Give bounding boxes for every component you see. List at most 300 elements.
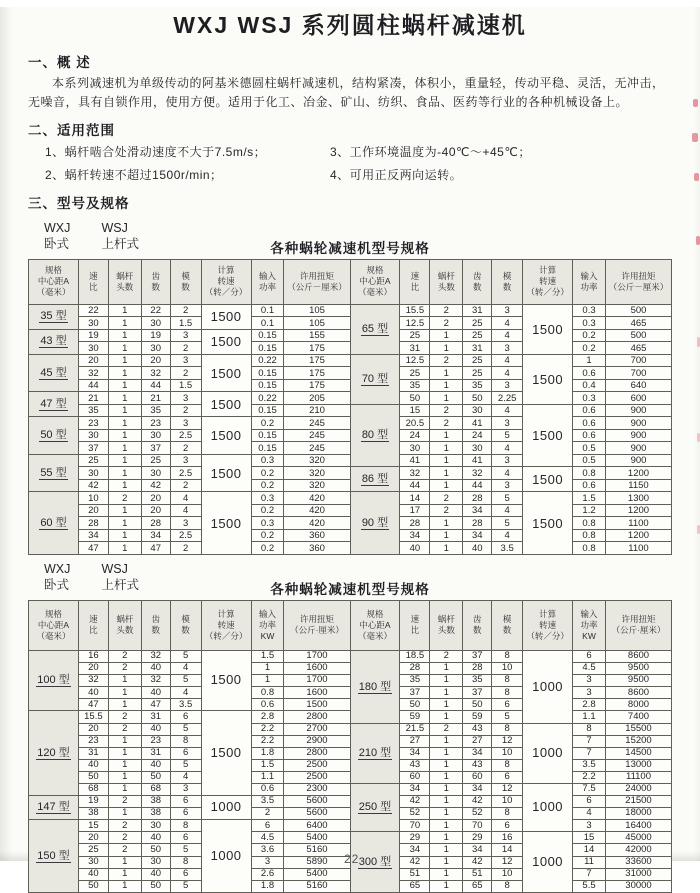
table-cell: 70 [463, 820, 492, 832]
model-cell: 80 型 [350, 404, 400, 467]
speed-cell: 1000 [523, 723, 573, 783]
table-cell: 17 [400, 504, 430, 517]
table-cell: 23 [141, 417, 170, 430]
table-cell: 3 [170, 417, 201, 430]
table-cell: 25 [78, 844, 108, 856]
table-cell: 0.15 [251, 379, 284, 392]
table-cell: 205 [284, 392, 350, 405]
table-cell: 10 [492, 868, 523, 880]
table-cell: 0.3 [573, 304, 606, 317]
table-cell: 30 [463, 404, 492, 417]
table-cell: 34 [400, 529, 430, 542]
table-cell: 16 [78, 650, 108, 662]
table-cell: 30 [141, 820, 170, 832]
table-cell: 2 [430, 492, 463, 505]
table-cell: 3.5 [573, 759, 606, 771]
spec-table-1-left-half [28, 259, 351, 555]
table-cell: 5 [492, 711, 523, 723]
table-cell: 2 [430, 417, 463, 430]
table-cell: 40 [78, 868, 108, 880]
table-cell: 1 [108, 784, 141, 796]
table-cell: 1100 [606, 542, 672, 555]
table-cell: 2 [430, 404, 463, 417]
speed-cell: 1500 [201, 711, 251, 796]
table-cell: 5.5 [573, 880, 606, 892]
table-cell: 1.5 [170, 317, 201, 330]
table-cell: 34 [463, 784, 492, 796]
table-cell: 0.2 [251, 542, 284, 555]
table-cell: 1 [430, 329, 463, 342]
table-cell: 2.5 [170, 529, 201, 542]
table-cell: 5400 [284, 868, 350, 880]
table-cell: 33600 [605, 856, 671, 868]
type-code-wsj-2: WSJ [101, 561, 128, 576]
table-cell: 3 [492, 417, 523, 430]
table-cell: 6 [170, 711, 201, 723]
table-cell: 20 [78, 354, 108, 367]
table-cell: 1 [108, 367, 141, 380]
table-cell: 4 [170, 771, 201, 783]
table-cell: 3 [170, 454, 201, 467]
table-cell: 51 [400, 868, 430, 880]
column-header: 许用扭矩 （公斤－厘米） [606, 259, 672, 304]
table-cell: 245 [284, 429, 350, 442]
table-cell: 20 [78, 504, 108, 517]
table-cell: 18000 [605, 808, 671, 820]
table-cell: 0.4 [573, 379, 606, 392]
table-cell: 8000 [605, 699, 671, 711]
table-cell: 4 [170, 492, 201, 505]
table-cell: 0.2 [251, 529, 284, 542]
table-cell: 1 [430, 379, 463, 392]
table-cell: 37 [141, 442, 170, 455]
table-cell: 8 [492, 808, 523, 820]
table-cell: 30 [141, 317, 170, 330]
table-cell: 2 [108, 796, 141, 808]
table-cell: 1 [251, 663, 284, 675]
model-cell: 180 型 [350, 650, 400, 723]
table-cell: 1 [430, 759, 463, 771]
table-cell: 600 [606, 392, 672, 405]
table-cell: 25 [400, 367, 430, 380]
column-header: 蜗杆 头数 [108, 600, 141, 650]
table-cell: 900 [606, 404, 672, 417]
table-cell: 1 [430, 832, 463, 844]
table-cell: 1 [573, 354, 606, 367]
table-cell: 34 [400, 747, 430, 759]
scope-list [28, 141, 672, 187]
table-cell: 6400 [284, 820, 350, 832]
overview-paragraph: 本系列减速机为单级传动的阿基米德圆柱蜗杆减速机，结构紧凑，体积小，重量轻，传动平稳、灵活，无冲击，无噪音，具有自锁作用，使用方便。适用于化工、冶金、矿山、纺织、食品、医药等行业的各种机械设备上。 [28, 76, 665, 110]
table-cell: 1 [430, 856, 463, 868]
type-label-block-1 [28, 220, 672, 256]
table2-title: 各种蜗轮减速机型号规格 [270, 581, 430, 597]
table-cell: 1 [430, 392, 463, 405]
table-cell: 0.15 [251, 429, 284, 442]
table-cell: 8 [170, 735, 201, 747]
table-cell: 34 [463, 844, 492, 856]
table-cell: 0.8 [573, 467, 606, 480]
table-cell: 42 [463, 856, 492, 868]
table-cell: 0.8 [573, 529, 606, 542]
table-cell: 51 [463, 868, 492, 880]
table-cell: 8 [492, 880, 523, 892]
section-heading-scope: 二、适用范围 [28, 123, 115, 139]
table-cell: 0.15 [251, 367, 284, 380]
table-cell: 35 [400, 675, 430, 687]
speed-cell: 1500 [201, 492, 251, 555]
table-cell: 1 [108, 868, 141, 880]
table-cell: 2.6 [251, 868, 284, 880]
table-cell: 65 [400, 880, 430, 892]
table-cell: 31 [463, 304, 492, 317]
table1-title: 各种蜗轮减速机型号规格 [270, 240, 430, 256]
table-cell: 43 [463, 723, 492, 735]
table-cell: 1200 [606, 467, 672, 480]
table-cell: 1 [430, 529, 463, 542]
table-cell: 0.15 [251, 442, 284, 455]
table-cell: 35 [400, 379, 430, 392]
table-cell: 23 [78, 735, 108, 747]
table-cell: 1 [108, 542, 141, 555]
table-cell: 0.2 [251, 417, 284, 430]
table-cell: 28 [78, 517, 108, 530]
table-cell: 11100 [605, 771, 671, 783]
table-cell: 60 [400, 771, 430, 783]
table-cell: 2 [108, 723, 141, 735]
table-cell: 15 [573, 832, 606, 844]
table-cell: 38 [141, 796, 170, 808]
table-cell: 4.5 [251, 832, 284, 844]
table-cell: 6 [170, 832, 201, 844]
column-header: 输入 功率 KW [251, 600, 284, 650]
table-cell: 50 [141, 844, 170, 856]
table-cell: 34 [141, 529, 170, 542]
table-cell: 900 [606, 429, 672, 442]
table-cell: 1 [108, 342, 141, 355]
table-cell: 2 [170, 367, 201, 380]
table-cell: 3.5 [492, 542, 523, 555]
speed-cell: 1500 [523, 354, 573, 404]
table-cell: 0.15 [251, 342, 284, 355]
table-cell: 25 [463, 317, 492, 330]
table-cell: 20 [78, 723, 108, 735]
table-cell: 0.2 [251, 467, 284, 480]
table-cell: 2.5 [170, 467, 201, 480]
table-cell: 30 [78, 856, 108, 868]
table-cell: 41 [463, 417, 492, 430]
table-cell: 0.8 [573, 542, 606, 555]
table-cell: 40 [400, 542, 430, 555]
table-cell: 1 [430, 479, 463, 492]
column-header: 齿 数 [141, 259, 170, 304]
table-cell: 1 [108, 304, 141, 317]
speed-cell: 1500 [201, 329, 251, 354]
table-cell: 0.2 [251, 479, 284, 492]
table-cell: 2 [430, 304, 463, 317]
table-cell: 210 [284, 404, 350, 417]
table-cell: 2 [430, 723, 463, 735]
table-cell: 28 [463, 663, 492, 675]
model-cell: 60 型 [29, 492, 79, 555]
column-header: 规格 中心距A （毫米） [29, 259, 79, 304]
table-cell: 1 [430, 342, 463, 355]
table-cell: 8 [492, 759, 523, 771]
table-cell: 4 [492, 367, 523, 380]
table-cell: 3 [573, 675, 606, 687]
table-cell: 42 [78, 479, 108, 492]
model-cell: 65 型 [350, 304, 400, 354]
table-cell: 32 [141, 675, 170, 687]
table-cell: 1 [108, 735, 141, 747]
speed-cell: 1500 [523, 467, 573, 492]
table-cell: 2.2 [251, 723, 284, 735]
column-header: 输入 功率 KW [573, 600, 606, 650]
table-cell: 3 [573, 820, 606, 832]
type-name-horizontal: 卧式 [44, 236, 70, 251]
table-cell: 2 [170, 442, 201, 455]
type-code-wxj: WXJ [44, 220, 71, 235]
table-cell: 4 [492, 354, 523, 367]
column-header: 输入 功率 [251, 259, 284, 304]
table-cell: 22 [141, 304, 170, 317]
table-cell: 1.8 [251, 747, 284, 759]
column-header: 蜗杆 头数 [430, 600, 463, 650]
column-header: 模 数 [492, 259, 523, 304]
table-cell: 28 [463, 517, 492, 530]
table-cell: 6 [492, 699, 523, 711]
table-cell: 8600 [605, 650, 671, 662]
table-cell: 0.3 [573, 392, 606, 405]
table-cell: 6 [170, 868, 201, 880]
table-cell: 3 [170, 329, 201, 342]
table-cell: 2 [170, 342, 201, 355]
model-cell: 300 型 [350, 832, 400, 892]
table-cell: 0.6 [251, 699, 284, 711]
column-header: 模 数 [170, 259, 201, 304]
table-cell: 47 [78, 542, 108, 555]
table-cell: 31000 [605, 868, 671, 880]
table-cell: 0.3 [251, 492, 284, 505]
table-cell: 1 [430, 880, 463, 892]
document-content [0, 51, 700, 893]
table-cell: 34 [400, 784, 430, 796]
table-cell: 37 [78, 442, 108, 455]
table-cell: 41 [463, 454, 492, 467]
table-cell: 40 [141, 687, 170, 699]
table-cell: 2900 [284, 735, 350, 747]
table-cell: 2500 [284, 771, 350, 783]
table-cell: 21500 [605, 796, 671, 808]
table-cell: 30 [141, 429, 170, 442]
table-cell: 0.2 [573, 329, 606, 342]
column-header: 齿 数 [463, 259, 492, 304]
table-cell: 1700 [284, 650, 350, 662]
table-cell: 900 [606, 442, 672, 455]
table-cell: 3 [492, 304, 523, 317]
table-cell: 0.3 [251, 517, 284, 530]
table-cell: 1 [430, 663, 463, 675]
table-cell: 4 [492, 529, 523, 542]
table-cell: 640 [606, 379, 672, 392]
table-cell: 44 [78, 379, 108, 392]
table-cell: 31 [141, 747, 170, 759]
table-cell: 0.3 [573, 317, 606, 330]
table-cell: 50 [141, 880, 170, 892]
table-cell: 320 [284, 467, 350, 480]
scan-artifact-mark [693, 99, 698, 107]
table-cell: 15 [400, 404, 430, 417]
table-cell: 1.5 [170, 379, 201, 392]
table-cell: 3 [492, 479, 523, 492]
table-cell: 1 [430, 687, 463, 699]
table-cell: 42 [463, 796, 492, 808]
speed-cell: 1500 [523, 404, 573, 467]
model-cell: 35 型 [29, 304, 79, 329]
table-cell: 7.5 [573, 784, 606, 796]
table-cell: 0.6 [573, 417, 606, 430]
table-cell: 5 [170, 880, 201, 892]
table-cell: 1 [108, 379, 141, 392]
table-cell: 6 [170, 808, 201, 820]
table-cell: 59 [400, 711, 430, 723]
table-cell: 3 [170, 354, 201, 367]
type-label-block-2 [28, 561, 672, 597]
table-cell: 320 [284, 479, 350, 492]
table-cell: 32 [141, 367, 170, 380]
table-cell: 60 [463, 771, 492, 783]
table-cell: 1 [430, 808, 463, 820]
table-cell: 40 [141, 868, 170, 880]
model-cell: 90 型 [350, 492, 400, 555]
table-cell: 4 [492, 467, 523, 480]
table-cell: 31 [400, 342, 430, 355]
table-cell: 1600 [284, 663, 350, 675]
model-cell: 120 型 [29, 711, 79, 796]
table-cell: 1100 [606, 517, 672, 530]
column-header: 计算 转速 （转／分） [201, 600, 251, 650]
table-cell: 175 [284, 354, 350, 367]
table-cell: 2700 [284, 723, 350, 735]
table-cell: 0.3 [251, 454, 284, 467]
table-cell: 2 [108, 663, 141, 675]
table-cell: 50 [78, 771, 108, 783]
table-cell: 8 [492, 650, 523, 662]
table-cell: 21 [78, 392, 108, 405]
table-cell: 30 [141, 342, 170, 355]
table-cell: 0.5 [573, 442, 606, 455]
table-cell: 1 [430, 367, 463, 380]
table-cell: 1 [430, 711, 463, 723]
table-cell: 12 [492, 856, 523, 868]
table-cell: 2800 [284, 711, 350, 723]
table-cell: 8 [170, 856, 201, 868]
table-cell: 11 [573, 856, 606, 868]
column-header: 许用扭矩 （公斤－厘米） [284, 259, 350, 304]
table-cell: 10 [492, 796, 523, 808]
table-cell: 5 [492, 492, 523, 505]
column-header: 规格 中心距A （毫米） [350, 600, 400, 650]
table-cell: 15500 [605, 723, 671, 735]
table-cell: 2.8 [573, 699, 606, 711]
table-cell: 37 [463, 650, 492, 662]
table-cell: 68 [141, 784, 170, 796]
table-cell: 2 [170, 404, 201, 417]
table-cell: 1 [430, 844, 463, 856]
table-cell: 420 [284, 517, 350, 530]
table-cell: 65 [463, 880, 492, 892]
table-cell: 10 [492, 747, 523, 759]
table-cell: 5160 [284, 880, 350, 892]
table-cell: 6 [573, 650, 606, 662]
table-cell: 3.5 [170, 699, 201, 711]
model-cell: 70 型 [350, 354, 400, 404]
table-cell: 1 [108, 354, 141, 367]
table-cell: 1 [430, 429, 463, 442]
table-cell: 1 [108, 856, 141, 868]
table-cell: 5 [170, 675, 201, 687]
speed-cell: 1500 [201, 454, 251, 492]
table-cell: 175 [284, 379, 350, 392]
column-header: 规格 中心距A （毫米） [29, 600, 79, 650]
table-cell: 30 [141, 856, 170, 868]
table-cell: 9500 [605, 675, 671, 687]
speed-cell: 1000 [523, 832, 573, 892]
table-cell: 19 [141, 329, 170, 342]
table-cell: 25 [141, 454, 170, 467]
table-cell: 25 [78, 454, 108, 467]
type-name-horizontal-2: 卧式 [44, 577, 70, 592]
table-cell: 0.6 [573, 479, 606, 492]
table-cell: 155 [284, 329, 350, 342]
table-cell: 700 [606, 367, 672, 380]
table-cell: 12 [492, 735, 523, 747]
table-cell: 8600 [605, 687, 671, 699]
scan-artifact-mark [692, 133, 698, 142]
table-cell: 14 [492, 844, 523, 856]
speed-cell: 1500 [201, 392, 251, 417]
scope-item-2: 2、蜗杆转速不超过1500r/min； [45, 168, 223, 183]
table-cell: 28 [141, 517, 170, 530]
table-cell: 1 [108, 808, 141, 820]
table-cell: 37 [400, 687, 430, 699]
model-cell: 47 型 [29, 392, 79, 417]
table-cell: 1 [108, 404, 141, 417]
type-name-upper-shaft: 上杆式 [101, 236, 139, 251]
table-cell: 0.6 [573, 429, 606, 442]
table-cell: 4 [492, 442, 523, 455]
table-cell: 0.6 [251, 784, 284, 796]
table-cell: 0.15 [251, 329, 284, 342]
table-cell: 1.2 [573, 504, 606, 517]
model-cell: 147 型 [29, 796, 79, 820]
table-cell: 25 [463, 354, 492, 367]
table-cell: 2 [108, 820, 141, 832]
table-cell: 3 [492, 342, 523, 355]
table-cell: 12.5 [400, 317, 430, 330]
table-cell: 3 [573, 687, 606, 699]
table-cell: 28 [400, 517, 430, 530]
table-cell: 105 [284, 304, 350, 317]
column-header: 计算 转速 （转／分） [523, 259, 573, 304]
table-cell: 2300 [284, 784, 350, 796]
table-cell: 14 [573, 844, 606, 856]
table-cell: 18.5 [400, 650, 430, 662]
table-cell: 38 [141, 808, 170, 820]
table-cell: 15.5 [400, 304, 430, 317]
table-cell: 19 [78, 796, 108, 808]
table-cell: 3 [170, 517, 201, 530]
